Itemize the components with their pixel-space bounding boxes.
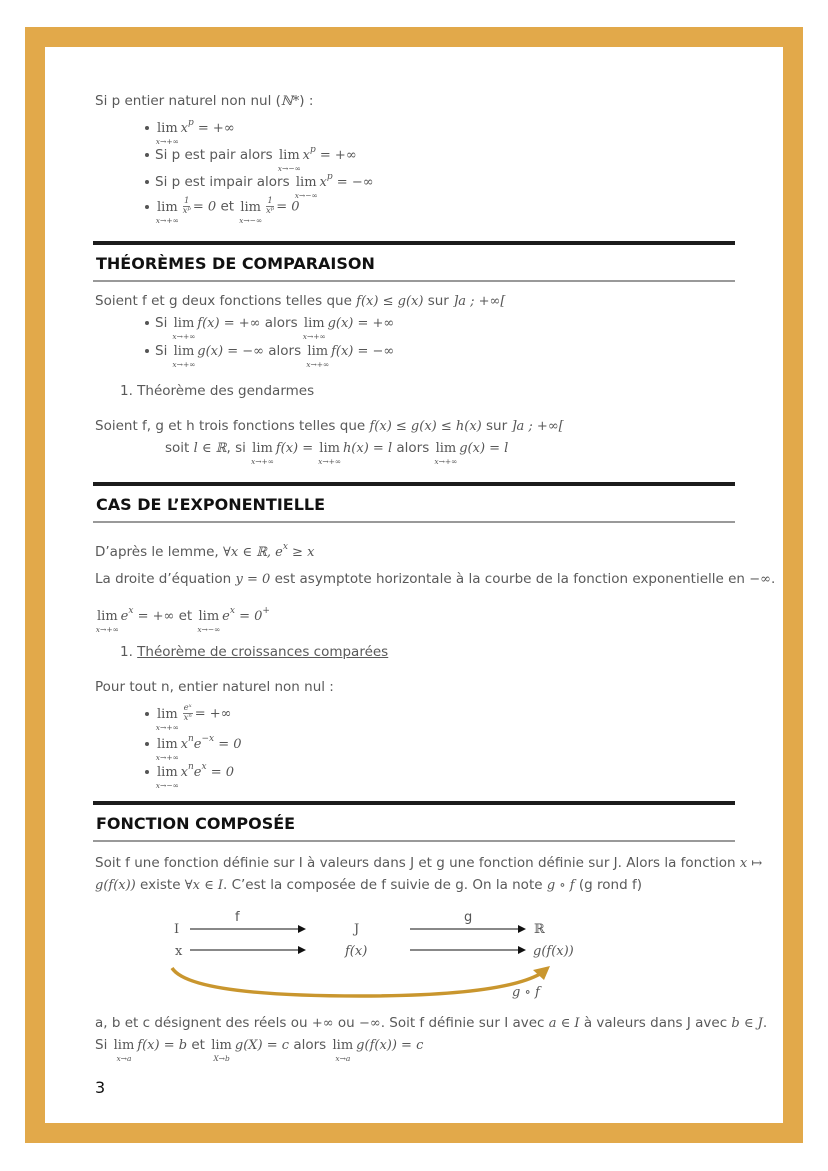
limit-subscript: x→a — [116, 1054, 132, 1063]
math: = 0 — [192, 199, 217, 215]
text: alors — [289, 1037, 331, 1053]
limit-subscript: x→a — [335, 1054, 351, 1063]
bullet-dot — [145, 712, 149, 716]
paragraph-line — [95, 854, 762, 873]
text: ou — [333, 1015, 359, 1031]
math: ]a ; +∞[ — [511, 419, 564, 434]
text: sur — [481, 418, 512, 434]
limit-subscript: x→+∞ — [172, 360, 196, 369]
bullet-dot — [145, 180, 149, 184]
limit-operator: lim x→+∞ — [252, 440, 273, 458]
text: La droite d’équation — [95, 571, 236, 587]
limit-subscript: x→+∞ — [155, 753, 179, 762]
text: , si — [226, 440, 251, 456]
text: Si p est impair alors — [155, 174, 294, 190]
math: = +∞ — [193, 121, 235, 136]
bullet-dot — [145, 742, 149, 746]
page-number: 3 — [95, 1078, 106, 1097]
limit-operator: lim x→−∞ — [279, 147, 300, 165]
math-superscript: x — [128, 606, 134, 616]
limit-operator: lim x→+∞ — [319, 440, 340, 458]
bullet-item — [145, 168, 374, 200]
limit-subscript: x→+∞ — [155, 215, 179, 225]
math-superscript: n — [188, 762, 194, 772]
math: ≥ x — [287, 545, 315, 560]
limit-operator: lim x→+∞ — [307, 343, 328, 361]
math: l ∈ ℝ — [193, 441, 227, 456]
text: Pour tout n, entier naturel non nul : — [95, 679, 334, 695]
math: e — [120, 609, 129, 624]
math: g(x) = l — [459, 441, 509, 456]
numerator: eˣ — [183, 703, 192, 713]
limit-subscript: x→+∞ — [302, 332, 326, 341]
text: existe — [135, 877, 185, 893]
limit-subscript: x→+∞ — [318, 457, 342, 466]
math: f(x) = — [275, 441, 318, 456]
limit-operator: lim x→+∞ — [157, 706, 178, 724]
limit-subscript: x→+∞ — [155, 722, 179, 732]
math: ℕ* — [280, 94, 300, 109]
paragraph-line — [165, 439, 509, 466]
set-I: I — [174, 922, 180, 937]
limit-subscript: x→−∞ — [294, 191, 318, 200]
math: = 0 — [214, 737, 242, 752]
text: et — [187, 1037, 210, 1053]
math-superscript: x — [229, 606, 235, 616]
section-heading — [93, 801, 735, 842]
label-gof: g ∘ f — [512, 985, 540, 1000]
heading-title: CAS DE L’EXPONENTIELLE — [96, 495, 326, 514]
text: a, b et c désignent des réels ou — [95, 1015, 312, 1031]
bullet-item — [145, 703, 232, 732]
math: y = 0 — [235, 572, 271, 587]
paragraph-line — [95, 538, 314, 562]
element-x: x — [175, 944, 183, 959]
text: D’après le lemme, — [95, 544, 224, 560]
math-superscript: x — [282, 542, 288, 552]
bullet-item — [145, 114, 235, 146]
heading-rule-thick — [93, 241, 735, 245]
bullet-dot — [145, 205, 149, 209]
paragraph-line — [95, 602, 270, 634]
text: (g rond f) — [574, 877, 642, 893]
paragraph-line — [95, 1036, 424, 1063]
paragraph-line — [95, 417, 564, 436]
bullet-dot — [145, 770, 149, 774]
limit-operator: lim x→−∞ — [157, 764, 178, 782]
limit-subscript: x→+∞ — [306, 360, 330, 369]
fraction — [183, 704, 193, 723]
heading-rule-thick — [93, 801, 735, 805]
math: = 0 — [276, 199, 300, 215]
math-superscript: n — [188, 734, 194, 744]
text: est asymptote horizontale à la courbe de la fonction exponentielle en — [270, 571, 750, 587]
paragraph-line — [95, 876, 642, 895]
numbered-subheading — [120, 382, 314, 400]
bullet-item — [145, 342, 395, 369]
math: = −∞ — [332, 175, 374, 190]
paragraph-line — [95, 678, 334, 696]
limit-subscript: x→−∞ — [239, 215, 263, 225]
bullet-dot — [145, 349, 149, 353]
math: = +∞ — [315, 148, 357, 163]
text: alors — [392, 440, 434, 456]
text: . — [771, 571, 776, 587]
text: Soient f et g deux fonctions telles que — [95, 293, 357, 309]
math: x — [302, 148, 310, 163]
math: −∞ — [358, 1016, 381, 1031]
math: g(x) = +∞ — [327, 316, 395, 331]
limit-operator: lim X→b — [211, 1037, 232, 1055]
label-f: f — [235, 910, 240, 925]
math: g(x) = −∞ — [197, 344, 264, 359]
math: e — [193, 737, 202, 752]
heading-rule-thin — [93, 840, 735, 842]
heading-title: THÉORÈMES DE COMPARAISON — [96, 254, 375, 273]
limit-operator: lim x→+∞ — [157, 199, 178, 217]
set-R: ℝ — [534, 922, 545, 937]
limit-operator: lim x→+∞ — [174, 315, 195, 333]
bullet-item — [145, 314, 395, 341]
text: Si — [155, 343, 172, 359]
numerator: 1 — [184, 196, 190, 206]
bullet-dot — [145, 153, 149, 157]
math: = 0 — [234, 609, 263, 624]
fraction — [183, 197, 191, 216]
underlined-text: Théorème de croissances comparées — [137, 644, 389, 660]
limit-operator: lim x→+∞ — [97, 608, 118, 626]
text: Si p est pair alors — [155, 147, 277, 163]
limit-subscript: x→−∞ — [197, 625, 221, 634]
math: ]a ; +∞[ — [453, 294, 506, 309]
heading-rule-thin — [93, 280, 735, 282]
heading-rule-thick — [93, 482, 735, 486]
math: b ∈ J — [731, 1016, 763, 1031]
limit-operator: lim x→−∞ — [199, 608, 220, 626]
math: e — [193, 765, 202, 780]
label-g: g — [464, 910, 473, 925]
text: 1. Théorème des gendarmes — [120, 383, 315, 399]
math: g ∘ f — [546, 878, 575, 893]
limit-operator: lim x→−∞ — [240, 199, 261, 217]
limit-operator: lim x→+∞ — [304, 315, 325, 333]
text: ) : — [299, 93, 314, 109]
math: a ∈ I — [548, 1016, 580, 1031]
bullet-item — [145, 758, 235, 790]
text: sur — [423, 293, 454, 309]
math: h(x) = l — [342, 441, 393, 456]
math-superscript: p — [188, 118, 194, 128]
math: f(x) ≤ g(x) — [356, 294, 424, 309]
text: Si — [95, 1037, 112, 1053]
math: f(x) = b — [137, 1038, 188, 1053]
paragraph-line — [95, 570, 775, 589]
denominator: xᵖ — [182, 206, 191, 216]
limit-operator: lim x→+∞ — [436, 440, 457, 458]
paragraph-line — [95, 292, 505, 311]
bullet-item — [145, 196, 300, 225]
bullet-item — [145, 730, 242, 762]
text: alors — [260, 315, 302, 331]
math: x ↦ — [739, 856, 763, 871]
set-J: J — [354, 922, 360, 937]
composition-diagram — [0, 900, 828, 1005]
text: alors — [263, 343, 306, 359]
text: à valeurs dans J avec — [579, 1015, 732, 1031]
math: −∞ — [749, 572, 772, 587]
math: f(x) = −∞ — [331, 344, 395, 359]
math: x — [180, 765, 188, 780]
text: . — [762, 1015, 768, 1031]
limit-operator: lim x→+∞ — [157, 736, 178, 754]
limit-operator: lim x→a — [114, 1037, 135, 1055]
section-heading — [93, 241, 735, 282]
limit-operator: lim x→a — [333, 1037, 354, 1055]
math: x — [180, 121, 188, 136]
denominator: xᵖ — [266, 206, 275, 216]
math: g(X) = c — [234, 1038, 290, 1053]
math: = +∞ — [133, 609, 175, 624]
math: +∞ — [311, 1016, 334, 1031]
math: = +∞ — [194, 706, 232, 722]
text: et — [216, 198, 239, 215]
limit-operator: lim x→−∞ — [296, 174, 317, 192]
limit-subscript: x→+∞ — [250, 457, 275, 466]
limit-subscript: x→+∞ — [95, 625, 119, 634]
text: . C’est la composée de f suivie de g. On la note — [223, 877, 547, 893]
limit-subscript: x→+∞ — [434, 457, 458, 466]
math-superscript: x — [201, 762, 207, 772]
text: et — [174, 608, 197, 624]
limit-operator: lim x→+∞ — [174, 343, 195, 361]
text: . Soit f définie sur I avec — [380, 1015, 549, 1031]
limit-subscript: X→b — [213, 1054, 230, 1063]
text: Soient f, g et h trois fonctions telles que — [95, 418, 370, 434]
math: e — [222, 609, 230, 624]
section-heading — [93, 482, 735, 523]
math-superscript: −x — [201, 734, 215, 744]
heading-title: FONCTION COMPOSÉE — [96, 814, 296, 833]
numerator: 1 — [267, 196, 273, 206]
math: ∀x ∈ I — [184, 878, 223, 893]
math-superscript: p — [310, 145, 316, 155]
limit-subscript: x→+∞ — [155, 137, 179, 146]
composition-curve-arrow — [172, 968, 540, 996]
text: Si p entier naturel non nul ( — [95, 93, 281, 109]
denominator: xⁿ — [183, 713, 192, 723]
math-superscript: p — [326, 172, 333, 182]
bullet-item — [145, 141, 357, 173]
bullet-dot — [145, 126, 149, 130]
math: x — [319, 175, 327, 190]
limit-operator: lim x→+∞ — [157, 120, 178, 138]
element-gfx: g(f(x)) — [533, 944, 574, 959]
math: = 0 — [206, 765, 235, 780]
text: soit — [165, 440, 194, 456]
paragraph-line — [95, 1014, 767, 1033]
math: f(x) ≤ g(x) ≤ h(x) — [369, 419, 482, 434]
math: g(f(x)) = c — [356, 1038, 424, 1053]
bullet-dot — [145, 321, 149, 325]
fraction — [266, 197, 274, 216]
math-superscript: + — [262, 606, 270, 616]
text: Soit f une fonction définie sur I à valeurs dans J et g une fonction définie sur J. Alors la fonction — [95, 855, 740, 871]
heading-rule-thin — [93, 521, 735, 523]
limit-subscript: x→−∞ — [155, 781, 179, 790]
text: Si — [155, 315, 172, 331]
math: x — [180, 737, 188, 752]
paragraph-line — [95, 92, 313, 111]
math: ∀x ∈ ℝ, e — [223, 545, 283, 560]
text: 1. — [120, 644, 138, 660]
math: g(f(x)) — [95, 878, 136, 893]
numbered-subheading — [120, 643, 388, 661]
limit-subscript: x→+∞ — [172, 332, 196, 341]
element-fx: f(x) — [345, 944, 368, 959]
limit-subscript: x→−∞ — [277, 164, 301, 173]
math: f(x) = +∞ — [197, 316, 261, 331]
